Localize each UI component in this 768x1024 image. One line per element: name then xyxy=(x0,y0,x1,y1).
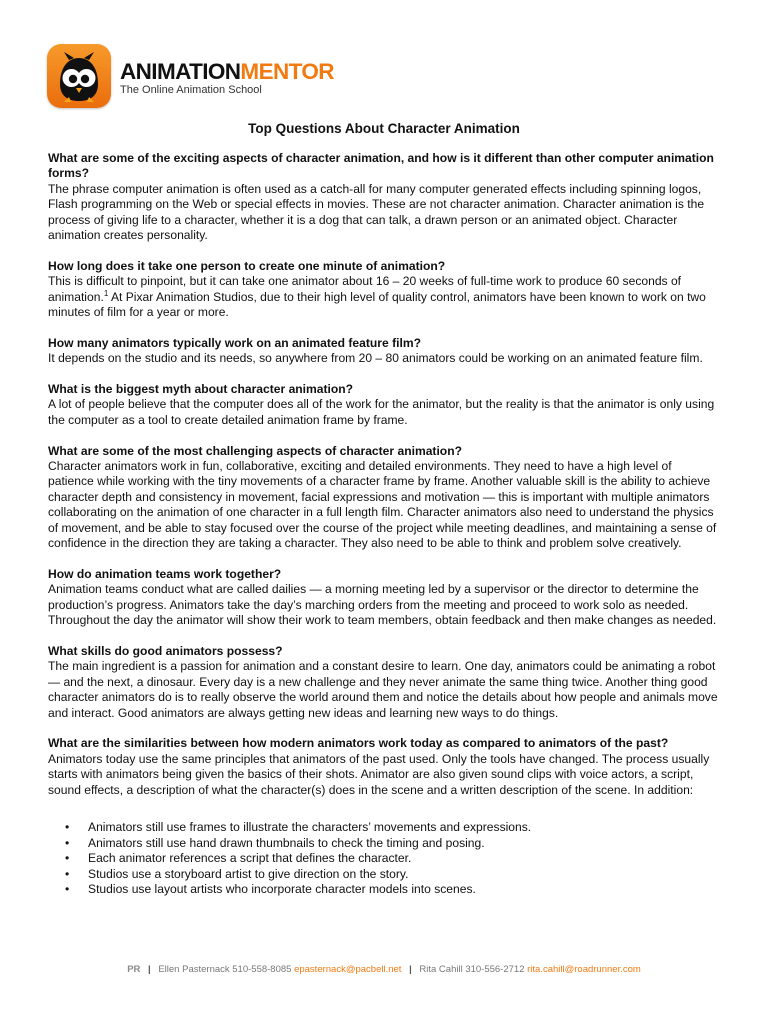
list-item-text: Animators still use hand drawn thumbnails to check the timing and posing. xyxy=(88,835,485,850)
bullet-list xyxy=(48,820,720,898)
qa-section xyxy=(48,151,720,243)
bullet-icon: • xyxy=(65,882,70,897)
footer-separator: | xyxy=(148,964,151,975)
bullet-icon: • xyxy=(65,835,70,850)
list-item-text: Studios use layout artists who incorporate character models into scenes. xyxy=(88,882,476,897)
list-item xyxy=(48,820,720,836)
answer: It depends on the studio and its needs, so anywhere from 20 – 80 animators could be working on an animated feature film. xyxy=(48,351,703,366)
list-item xyxy=(48,836,720,852)
animation-mentor-logo xyxy=(47,44,334,108)
contact-name-phone: Rita Cahill 310-556-2712 xyxy=(419,964,525,975)
contact-email-link[interactable]: rita.cahill@roadrunner.com xyxy=(527,964,641,975)
list-item-text: Studios use a storyboard artist to give direction on the story. xyxy=(88,866,409,881)
question: How many animators typically work on an animated feature film? xyxy=(48,335,421,350)
list-item-text: Animators still use frames to illustrate the characters’ movements and expressions. xyxy=(88,819,532,834)
list-item xyxy=(48,882,720,898)
qa-section xyxy=(48,644,720,721)
answer: A lot of people believe that the computer does all of the work for the animator, but the reality is that the animator is only using the computer as a tool to create detailed animation frame by frame. xyxy=(48,397,715,427)
logo-word-animation: ANIMATION xyxy=(120,58,241,84)
answer: Animators today use the same principles that animators of the past used. Only the tools have changed. The process usually starts with animators being given the basics of their shots. Animator are also given sound clips with voice actors, a script, sound effects, a description of what the character(s) does in the scene and a written description of the scene. In addition: xyxy=(48,751,710,797)
owl-mascot-icon xyxy=(47,44,111,108)
logo-word-mentor: MENTOR xyxy=(240,58,334,84)
bullet-icon: • xyxy=(65,851,70,866)
list-item-text: Each animator references a script that defines the character. xyxy=(88,851,412,866)
question: What skills do good animators possess? xyxy=(48,643,283,658)
document-body xyxy=(48,151,720,898)
qa-section xyxy=(48,382,720,428)
question: What are some of the exciting aspects of character animation, and how is it different than other computer animation forms? xyxy=(48,151,714,181)
question: How long does it take one person to create one minute of animation? xyxy=(48,258,446,273)
document-title: Top Questions About Character Animation xyxy=(248,121,520,136)
list-item xyxy=(48,867,720,883)
contact-name-phone: Ellen Pasternack 510-558-8085 xyxy=(158,964,292,975)
qa-section xyxy=(48,336,720,367)
answer-text: This is difficult to pinpoint, but it can take one animator about 16 – 20 weeks of full-time work to produce 60 seconds of animation. xyxy=(48,274,682,304)
bullet-icon: • xyxy=(65,866,70,881)
contact-footer xyxy=(0,964,768,975)
contact-email-link[interactable]: epasternack@pacbell.net xyxy=(294,964,402,975)
answer: The phrase computer animation is often used as a catch-all for many computer generated effects including spinning logos, Flash programming on the Web or special effects in movies. These are not character animation. Character animation is the process of giving life to a character, whether it is a dog that can talk, a drawn person or an animated object. Character animation creates personality. xyxy=(48,181,705,243)
answer: Character animators work in fun, collaborative, exciting and detailed environments. They need to have a high level of patience while working with the tiny movements of a character frame by frame. Another valuable skill is the ability to achieve character depth and consistency in movement, facial expressions and motivation — this is important with multiple animators collaborating on the animation of one character in a full length film. Character animators also need to understand the physics of movement, and be able to stay focused over the course of the project while meeting deadlines, and maintaining a sense of confidence in the direction they are taking a character. They also need to be able to think and problem solve creatively. xyxy=(48,459,717,551)
question: What is the biggest myth about character animation? xyxy=(48,382,354,397)
answer-text: At Pixar Animation Studios, due to their high level of quality control, animators have been known to work on two minutes of film for a year or more. xyxy=(48,289,706,320)
question: How do animation teams work together? xyxy=(48,566,282,581)
answer: Animation teams conduct what are called dailies — a morning meeting led by a supervisor or the director to determine the production’s progress. Animators take the day’s marching orders from the meeting and proceed to work solo as needed. Throughout the day the animator will show their work to team members, obtain feedback and then make changes as needed. xyxy=(48,582,717,628)
footer-separator: | xyxy=(409,964,412,975)
question: What are some of the most challenging aspects of character animation? xyxy=(48,443,462,458)
question: What are the similarities between how modern animators work today as compared to animators of the past? xyxy=(48,736,669,751)
logo-wordmark xyxy=(120,60,334,84)
qa-section xyxy=(48,567,720,629)
qa-section xyxy=(48,444,720,552)
logo-text xyxy=(120,60,334,97)
answer: The main ingredient is a passion for animation and a constant desire to learn. One day, animators could be animating a robot — and the next, a dinosaur. Every day is a new challenge and they never animate the same thing twice. Another thing good character animators do is to really observe the world around them and notice the details about how people and animals move and interact. Good animators are always getting new ideas and learning new ways to do things. xyxy=(48,659,718,720)
footnote-marker: 1 xyxy=(103,288,109,298)
bullet-icon: • xyxy=(65,819,70,834)
logo-tagline: The Online Animation School xyxy=(120,83,262,96)
list-item xyxy=(48,851,720,867)
qa-section xyxy=(48,259,720,321)
answer xyxy=(48,274,720,320)
qa-section xyxy=(48,736,720,798)
footer-label: PR xyxy=(127,964,141,975)
